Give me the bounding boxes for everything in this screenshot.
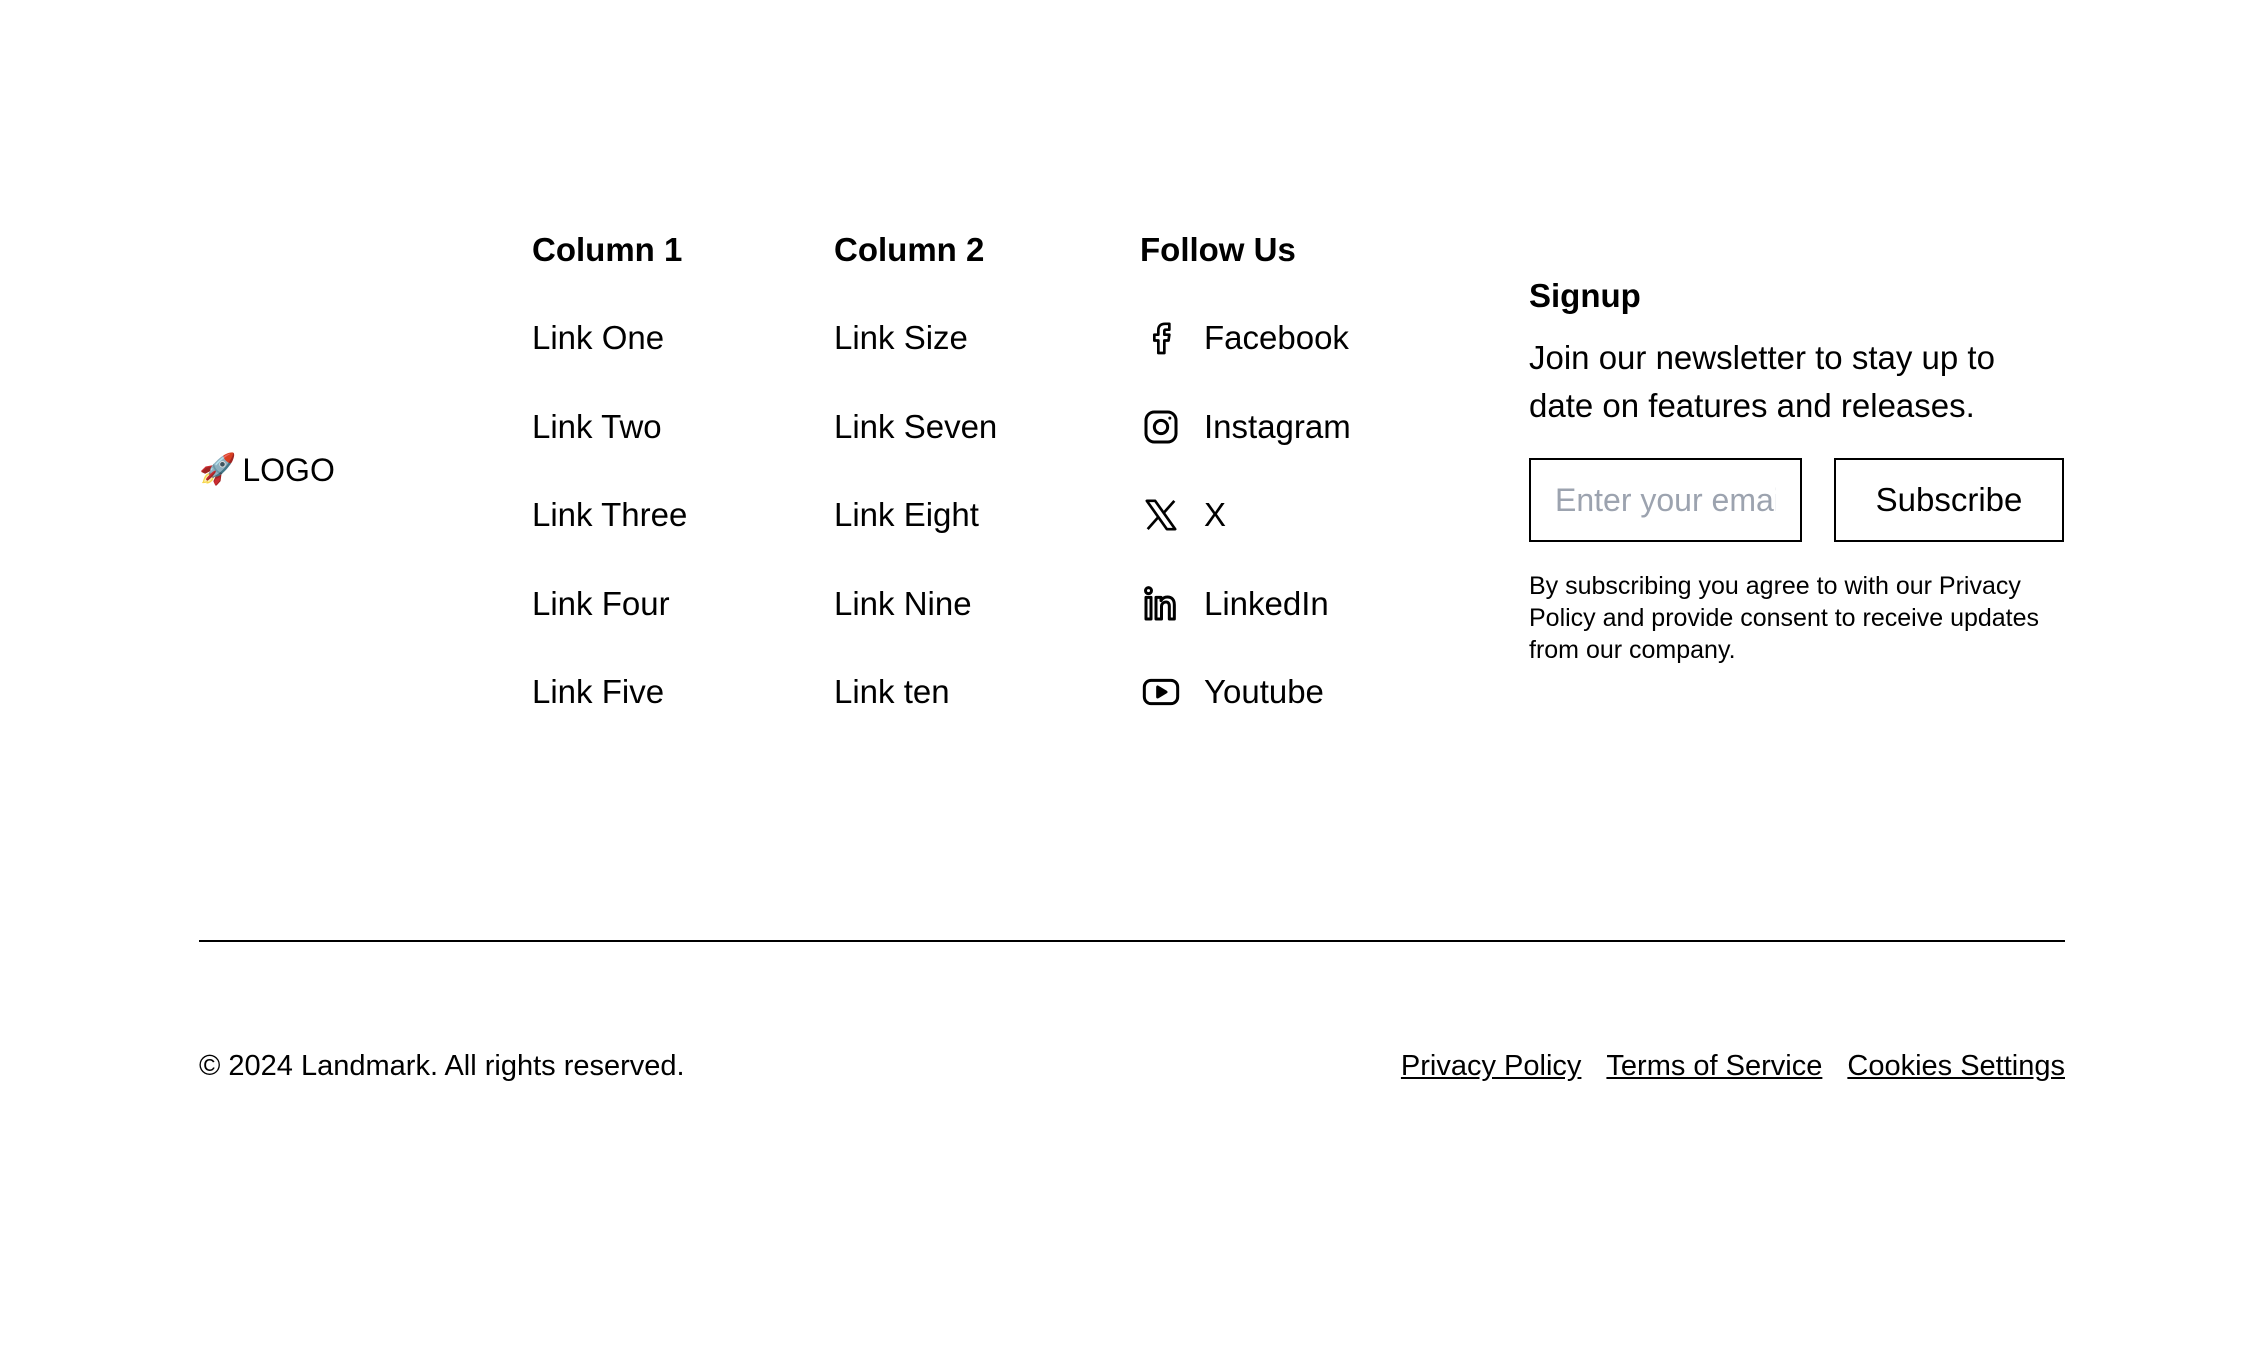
footer-link[interactable]: Link Four (532, 584, 670, 622)
social-link-youtube[interactable] (1140, 668, 1351, 716)
follow-us-title: Follow Us (1140, 231, 1296, 268)
social-label: X (1204, 496, 1227, 533)
column-1-title: Column 1 (532, 231, 683, 268)
footer-link[interactable]: Link Five (532, 673, 665, 710)
social-link-x[interactable] (1140, 491, 1351, 539)
copyright-text: © 2024 Landmark. All rights reserved. (199, 1050, 685, 1082)
facebook-icon (1140, 317, 1182, 359)
x-icon (1140, 494, 1182, 536)
signup-title: Signup (1529, 277, 1641, 314)
footer-link[interactable]: Link One (532, 319, 665, 356)
social-label: Instagram (1204, 407, 1351, 445)
footer-link[interactable]: Link Three (532, 496, 688, 533)
follow-us-column (1140, 226, 1351, 757)
privacy-policy-link[interactable]: Privacy Policy (1400, 1050, 1582, 1082)
column-2-links (834, 314, 997, 716)
footer-link[interactable]: Link Eight (834, 496, 979, 533)
email-input[interactable] (1529, 458, 1802, 542)
social-links (1140, 314, 1351, 716)
social-label: Youtube (1204, 673, 1324, 710)
logo[interactable] (199, 448, 335, 492)
column-1-links (532, 314, 687, 716)
logo-text: LOGO (242, 452, 335, 488)
cookies-settings-link[interactable]: Cookies Settings (1847, 1050, 2065, 1082)
footer-link[interactable]: Link Seven (834, 407, 998, 445)
social-link-facebook[interactable] (1140, 314, 1351, 362)
social-label: LinkedIn (1204, 584, 1329, 622)
footer-link[interactable]: Link Two (532, 407, 662, 445)
linkedin-icon (1140, 583, 1182, 625)
signup-consent-note: By subscribing you agree to with our Privacy Policy and provide consent to receive updates from our company. (1529, 572, 2040, 664)
instagram-icon (1140, 406, 1182, 448)
column-2-title: Column 2 (834, 231, 985, 268)
youtube-icon (1140, 671, 1182, 713)
footer-column-1 (532, 226, 687, 757)
signup-description: Join our newsletter to stay up to date on features and releases. (1529, 339, 1995, 424)
footer-link[interactable]: Link ten (834, 673, 950, 710)
footer-link[interactable]: Link Nine (834, 584, 972, 622)
footer-divider (199, 940, 2065, 942)
legal-links (1401, 1044, 2065, 1088)
footer-column-2 (834, 226, 997, 757)
social-link-instagram[interactable] (1140, 403, 1351, 451)
rocket-icon: 🚀 (199, 453, 237, 486)
social-link-linkedin[interactable] (1140, 580, 1351, 628)
signup-section (1529, 272, 2064, 666)
subscribe-button[interactable]: Subscribe (1834, 458, 2064, 542)
terms-of-service-link[interactable]: Terms of Service (1606, 1050, 1823, 1082)
social-label: Facebook (1204, 319, 1349, 356)
signup-form (1529, 458, 2064, 542)
footer-link[interactable]: Link Size (834, 319, 968, 356)
